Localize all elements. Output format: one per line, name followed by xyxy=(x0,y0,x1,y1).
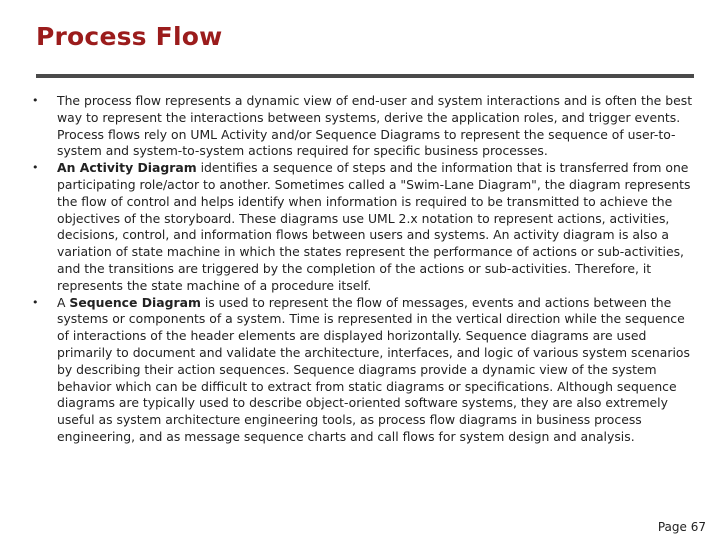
page-number: Page 67 xyxy=(657,520,706,534)
bullet-sequence-diagram xyxy=(30,295,694,446)
bullet-dot: • xyxy=(32,94,39,107)
bullet-text: identifies a sequence of steps and the information that is transferred from one participating role/actor to another. Sometimes called a "Swim-Lane Diagram", the diagram represents the flow of control and helps identify when information is required to be transmitted to achieve the objectives of the storyboard. These diagrams use UML 2.x notation to represent actions, activities, decisions, control, and information flows between users and systems. An activity diagram is also a variation of state machine in which the states represent the performance of actions or sub-activities, and the transitions are triggered by the completion of the actions or sub-activities. Therefore, it represents the state machine of a procedure itself. xyxy=(57,160,691,293)
bullet-text: The process flow represents a dynamic view of end-user and system interactions and is often the best way to represent the interactions between systems, derive the application roles, and trigger events. Process flows rely on UML Activity and/or Sequence Diagrams to represent the sequence of user-to-system and system-to-system actions required for specific business processes. xyxy=(57,93,693,159)
slide-title: Process Flow xyxy=(36,22,223,51)
term-activity-diagram: An Activity Diagram xyxy=(57,160,197,176)
bullet-list xyxy=(30,93,694,446)
bullet-dot: • xyxy=(32,295,39,309)
bullet-process-flow xyxy=(30,93,694,160)
term-sequence-diagram: Sequence Diagram xyxy=(69,294,201,310)
bullet-text: is used to represent the flow of messages, events and actions between the systems or components of a system. Time is represented in the vertical direction while the sequence of interactions of the header elements are displayed horizontally. Sequence diagrams are used primarily to document and validate the architecture, interfaces, and logic of various system scenarios by describing their action sequences. Sequence diagrams provide a dynamic view of the system behavior which can be difficult to extract from static diagrams or specifications. Although sequence diagrams are typically used to describe object-oriented software systems, they are also extremely useful as system architecture engineering tools, as process flow diagrams in business process engineering, and as message sequence charts and call flows for system design and analysis. xyxy=(57,294,690,444)
bullet-prefix: A xyxy=(57,294,70,310)
bullet-activity-diagram xyxy=(30,160,694,294)
bullet-dot: • xyxy=(32,161,39,175)
title-rule xyxy=(36,74,694,78)
